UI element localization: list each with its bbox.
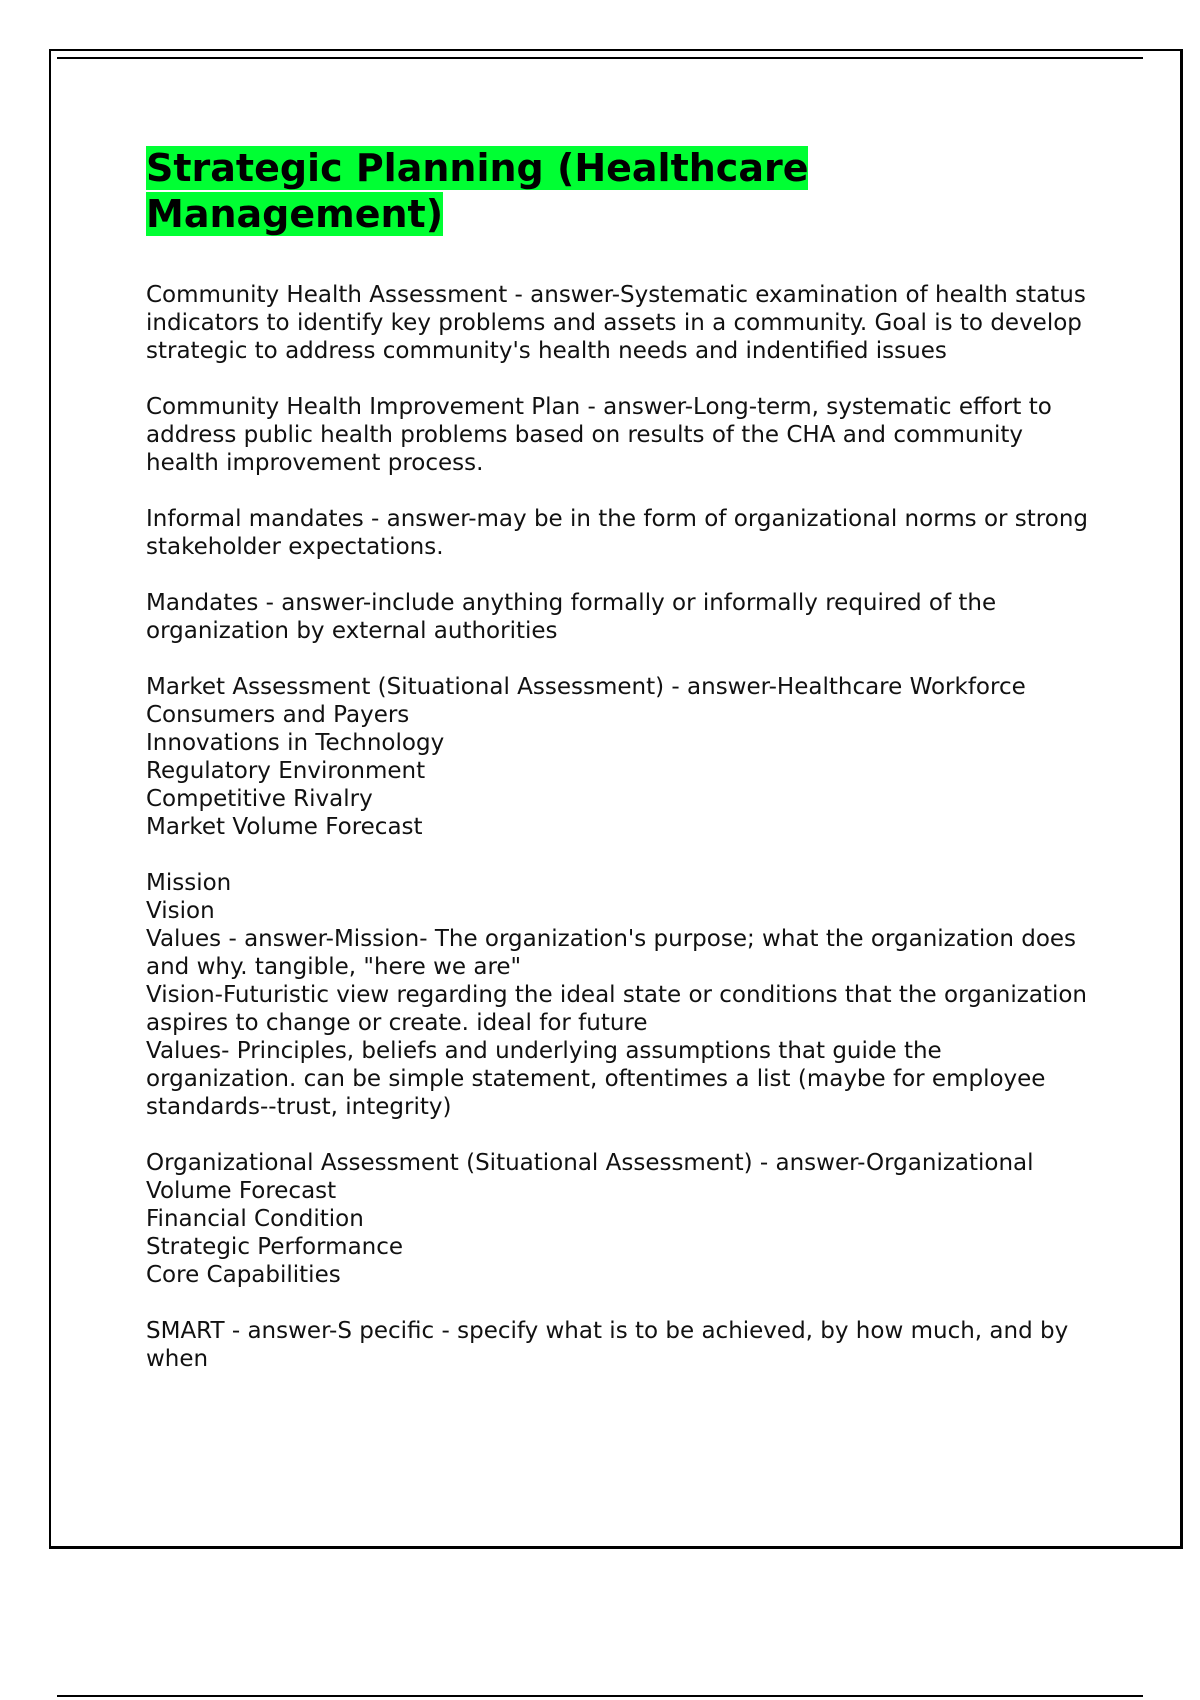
entry-market-assessment: Market Assessment (Situational Assessment) - answer-Healthcare Workforce Consumers and Payers Innovations in Technology Regulatory Environment Competitive Rivalry Market Volume Forecast bbox=[146, 674, 1026, 840]
entry-community-health-assessment: Community Health Assessment - answer-Systematic examination of health status indicators to identify key problems and assets in a community. Goal is to develop strategic to address community's health needs and indentified issues bbox=[146, 282, 1086, 364]
footer-rule bbox=[57, 1695, 1143, 1697]
page-title bbox=[146, 145, 1091, 237]
entry-mission-vision-values: Mission Vision Values - answer-Mission- The organization's purpose; what the organization does and why. tangible, "here we are" Vision-Futuristic view regarding the ideal state or conditions that the organization aspires to change or create. ideal for future Values- Principles, beliefs and underlying assumptions that guide the organization. can be simple statement, oftentimes a list (maybe for employee standards--trust, integrity) bbox=[146, 870, 1088, 1120]
entry-mandates: Mandates - answer-include anything formally or informally required of the organization by external authorities bbox=[146, 590, 997, 644]
highlighted-title-text: Strategic Planning (Healthcare Management) bbox=[146, 146, 809, 236]
entry-smart: SMART - answer-S pecific - specify what is to be achieved, by how much, and by when bbox=[146, 1318, 1069, 1372]
entry-community-health-improvement-plan: Community Health Improvement Plan - answer-Long-term, systematic effort to address public health problems based on results of the CHA and community health improvement process. bbox=[146, 394, 1052, 476]
document-content bbox=[146, 145, 1091, 1401]
entry-informal-mandates: Informal mandates - answer-may be in the form of organizational norms or strong stakeholder expectations. bbox=[146, 506, 1089, 560]
entry-organizational-assessment: Organizational Assessment (Situational Assessment) - answer-Organizational Volume Forecast Financial Condition Strategic Performance Core Capabilities bbox=[146, 1150, 1034, 1288]
